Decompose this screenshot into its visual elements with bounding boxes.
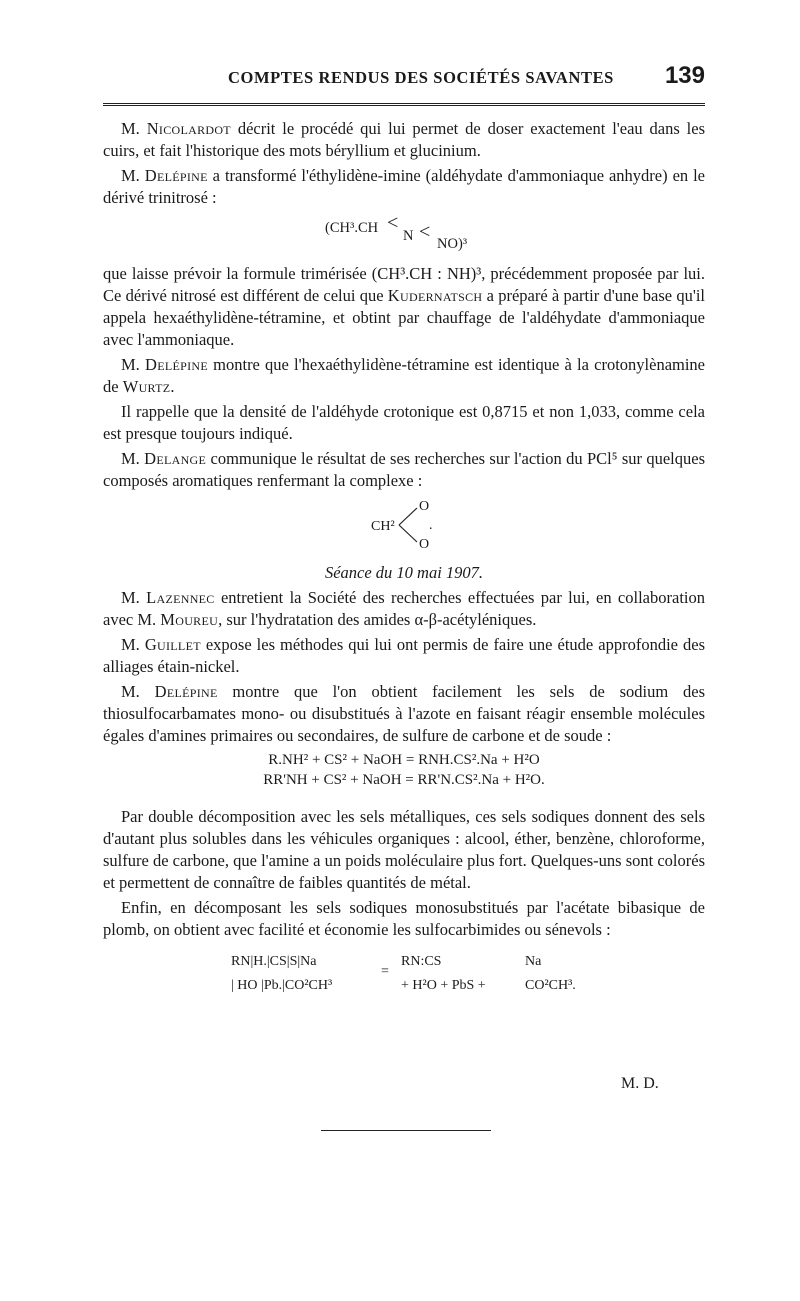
session-heading: Séance du 10 mai 1907. [324, 563, 484, 582]
running-header [103, 62, 705, 102]
paragraph-delepine-3: M. Delépine montre que l'on obtient facilement les sels de sodium des thiosulfocarbamates mono- ou disubstitués à l'azote en faisant réagir ensemble molécules égales d'amines primaires ou secondaires, de sulfure de carbone et de soude : [103, 682, 705, 745]
header-rule [103, 103, 705, 106]
author-name: Lazennec [146, 588, 215, 607]
author-name: Guillet [144, 635, 201, 654]
author-name: Delange [144, 449, 207, 468]
author-name: Delépine [144, 355, 208, 374]
signature: M. D. [621, 1075, 659, 1092]
paragraph-lazennec: M. Lazennec entretient la Société des recherches effectuées par lui, en collaboration avec M. Moureu, sur l'hydratation des amides α-β-acétyléniques. [103, 588, 705, 629]
article-body [103, 118, 705, 1009]
paragraph-delepine-1: M. Delépine a transformé l'éthylidène-imine (aldéhydate d'ammoniaque anhydre) en le dérivé trinitrosé : [103, 166, 705, 207]
author-name: Kudernatsch [387, 286, 483, 305]
paragraph-trimerisee: que laisse prévoir la formule trimérisée (CH³.CH : NH)³, précédemment proposée par lui. Ce dérivé nitrosé est différent de celui que Kudernatsch a préparé à partir d'une base qu'il appela hexaéthylidène-tétramine, et obtint par chauffage de l'aldéhydate d'ammoniaque avec l'ammoniaque. [103, 264, 705, 349]
author-name: Moureu [160, 610, 219, 629]
equations-block [103, 750, 705, 790]
paragraph-delepine-2: M. Delépine montre que l'hexaéthylidène-tétramine est identique à la crotonylènamine de Wurtz. [103, 355, 706, 396]
equation: RR'NH + CS² + NaOH = RR'N.CS².Na + H²O. [263, 772, 545, 788]
equation: R.NH² + CS² + NaOH = RNH.CS².Na + H²O [268, 752, 540, 768]
formula-trinitroso: (CH³.CH < N < NO)³ [325, 212, 468, 252]
formula-senevols: RN|H.|CS|S|Na | HO |Pb.|CO²CH³ = RN:CS + H²O + PbS + Na CO²CH³. [231, 954, 576, 993]
author-name: Nicolardot [146, 119, 231, 138]
author-name: Delépine [144, 166, 208, 185]
paragraph-guillet: M. Guillet expose les méthodes qui lui ont permis de faire une étude approfondie des alliages étain-nickel. [103, 635, 706, 676]
author-name: Delépine [154, 682, 218, 701]
header-title: COMPTES RENDUS DES SOCIÉTÉS SAVANTES [228, 68, 614, 87]
formula-methylenedioxy: CH² O . O [371, 499, 433, 552]
paragraph-enfin: Enfin, en décomposant les sels sodiques monosubstitués par l'acétate bibasique de plomb, on obtient avec facilité et économie les sulfocarbimides ou sénevols : [103, 898, 705, 939]
paragraph-densite: Il rappelle que la densité de l'aldéhyde crotonique est 0,8715 et non 1,033, comme cela est presque toujours indiqué. [103, 402, 705, 443]
author-name: Wurtz [122, 377, 171, 396]
paragraph-decomposition: Par double décomposition avec les sels métalliques, ces sels sodiques donnent des sels d'autant plus solubles dans les véhicules organiques : alcool, éther, benzène, chloroforme, sulfure de carbone, que l'amine a un poids moléculaire plus fort. Quelques-uns sont colorés et permettent de connaître de faibles quantités de métal. [103, 807, 705, 892]
page-number: 139 [664, 62, 705, 89]
paragraph-delange: M. Delange communique le résultat de ses recherches sur l'action du PCl⁵ sur quelques composés aromatiques renfermant la complexe : [103, 449, 706, 490]
end-rule [321, 1130, 491, 1131]
paragraph-nicolardot: M. Nicolardot décrit le procédé qui lui permet de doser exactement l'eau dans les cuirs, et fait l'historique des mots béryllium et glucinium. [103, 119, 705, 160]
